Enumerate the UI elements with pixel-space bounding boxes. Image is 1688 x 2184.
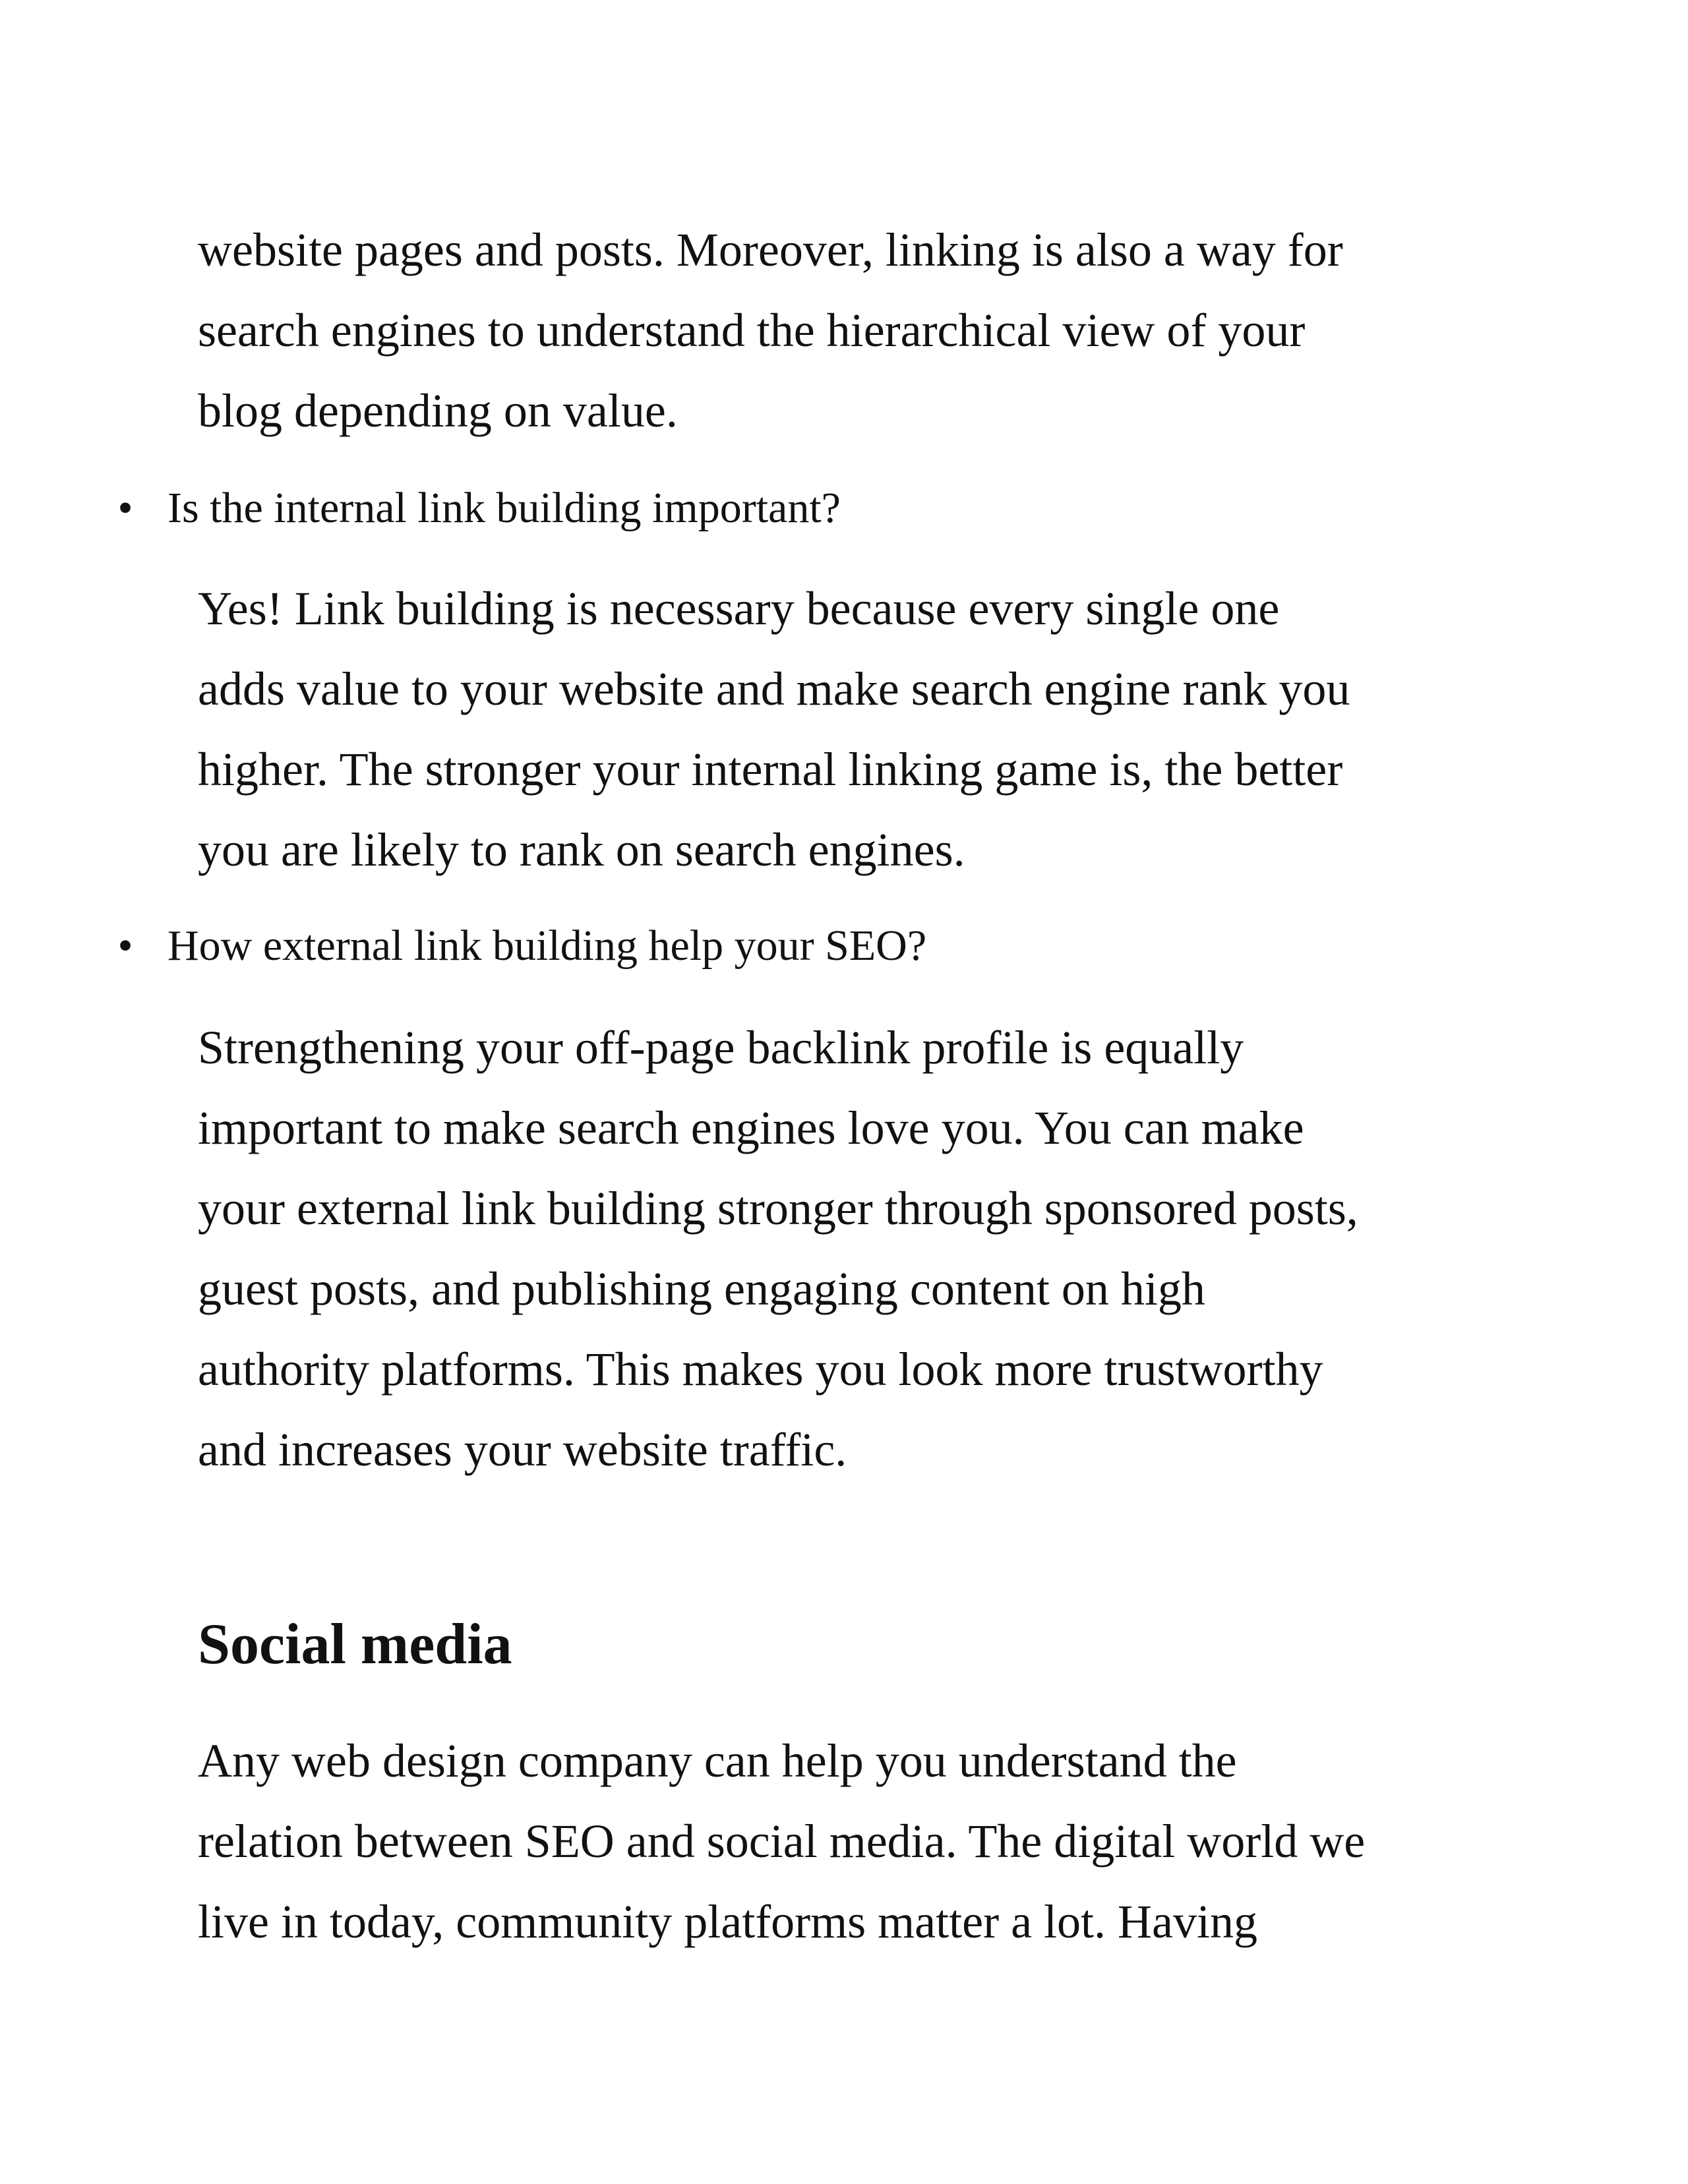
faq-answer-line: guest posts, and publishing engaging content on high	[198, 1262, 1205, 1315]
bullet-icon: •	[117, 922, 133, 970]
section-paragraph-line: relation between SEO and social media. The digital world we	[198, 1815, 1366, 1868]
section-heading: Social media	[198, 1612, 512, 1676]
faq-answer-internal-link	[198, 568, 1517, 890]
faq-answer-line: adds value to your website and make search engine rank you	[198, 663, 1350, 715]
faq-answer-line: and increases your website traffic.	[198, 1423, 847, 1476]
bullet-icon: •	[117, 484, 133, 532]
faq-answer-line: authority platforms. This makes you look more trustworthy	[198, 1343, 1323, 1396]
faq-answer-line: you are likely to rank on search engines.	[198, 823, 965, 876]
intro-paragraph	[198, 210, 1517, 451]
intro-paragraph-line: search engines to understand the hierarchical view of your	[198, 304, 1306, 357]
faq-answer-line: important to make search engines love you. You can make	[198, 1102, 1304, 1154]
section-paragraph-line: Any web design company can help you understand the	[198, 1734, 1237, 1787]
intro-paragraph-line: blog depending on value.	[198, 384, 678, 437]
section-paragraph-line: live in today, community platforms matter a lot. Having	[198, 1895, 1257, 1948]
faq-answer-line: Yes! Link building is necessary because every single one	[198, 582, 1280, 635]
faq-answer-line: your external link building stronger through sponsored posts,	[198, 1182, 1358, 1235]
faq-question-text: Is the internal link building important?	[167, 484, 841, 532]
faq-question-text: How external link building help your SEO?	[167, 922, 927, 970]
faq-answer-line: higher. The stronger your internal linking game is, the better	[198, 743, 1343, 796]
faq-answer-external-link	[198, 1007, 1517, 1490]
section-paragraph	[198, 1721, 1517, 1962]
faq-answer-line: Strengthening your off-page backlink profile is equally	[198, 1021, 1244, 1074]
intro-paragraph-line: website pages and posts. Moreover, linking is also a way for	[198, 223, 1343, 276]
